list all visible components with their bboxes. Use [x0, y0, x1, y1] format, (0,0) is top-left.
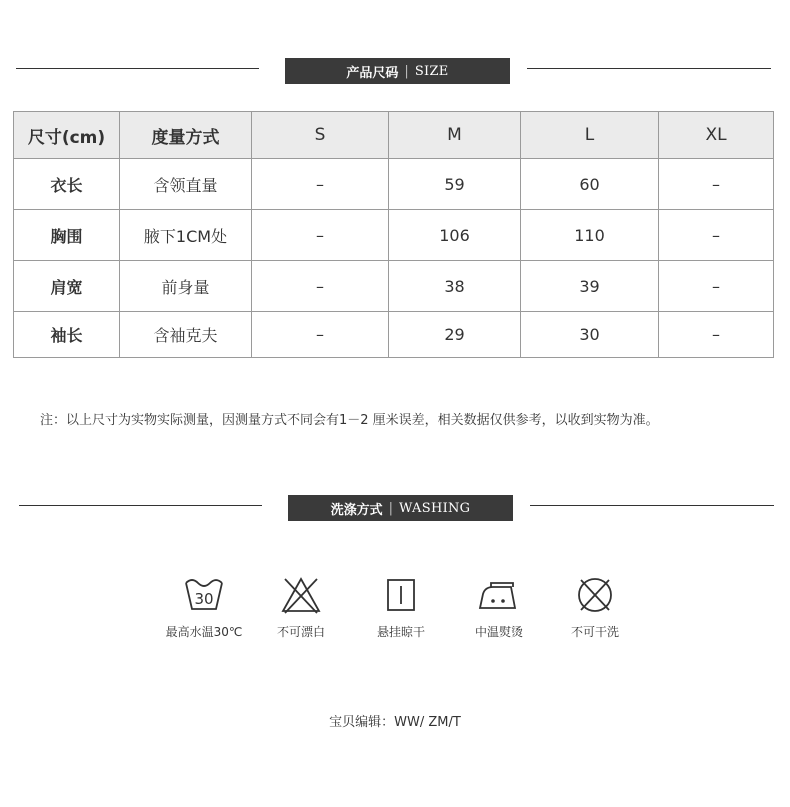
row-method: 前身量 [120, 261, 252, 312]
care-item-no-bleach [256, 575, 346, 640]
care-item-hang-dry [356, 575, 446, 640]
cell-s: – [252, 261, 389, 312]
cell-m: 29 [389, 312, 521, 358]
row-method: 含袖克夫 [120, 312, 252, 358]
header-xl: XL [659, 112, 774, 159]
cell-l: 39 [521, 261, 659, 312]
cell-l: 30 [521, 312, 659, 358]
header-l: L [521, 112, 659, 159]
size-divider-right [527, 68, 771, 69]
no-bleach-icon [279, 575, 323, 615]
washing-divider-left [19, 505, 262, 506]
care-label: 悬挂晾干 [376, 625, 425, 639]
table-row [14, 261, 774, 312]
cell-s: – [252, 210, 389, 261]
washing-title-separator: | [388, 500, 394, 516]
cell-m: 106 [389, 210, 521, 261]
wash-temperature-number: 30 [194, 590, 214, 608]
editor-credit: 宝贝编辑：WW/ ZM/T [329, 715, 461, 730]
no-dry-clean-icon [573, 575, 617, 615]
size-title-cn: 产品尺码 [346, 65, 399, 81]
header-s: S [252, 112, 389, 159]
wash-30-icon [182, 575, 226, 615]
cell-xl: – [659, 159, 774, 210]
hang-dry-icon [379, 575, 423, 615]
cell-xl: – [659, 312, 774, 358]
table-header-row [14, 112, 774, 159]
care-item-wash-30 [159, 575, 249, 640]
size-divider-left [16, 68, 259, 69]
table-row [14, 312, 774, 358]
washing-banner [288, 495, 513, 521]
header-method: 度量方式 [120, 112, 252, 159]
cell-l: 110 [521, 210, 659, 261]
cell-m: 38 [389, 261, 521, 312]
size-title-en: SIZE [414, 63, 449, 79]
care-label: 不可干洗 [570, 625, 619, 639]
cell-l: 60 [521, 159, 659, 210]
row-label: 肩宽 [14, 261, 120, 312]
care-label: 最高水温30℃ [165, 625, 243, 639]
header-m: M [389, 112, 521, 159]
measurement-note: 注：以上尺寸为实物实际测量，因测量方式不同会有1－2 厘米误差，相关数据仅供参考，以收到实物为准。 [40, 413, 659, 428]
washing-title-en: WASHING [399, 500, 471, 516]
table-row [14, 159, 774, 210]
table-row [14, 210, 774, 261]
iron-medium-icon [477, 575, 521, 615]
row-method: 含领直量 [120, 159, 252, 210]
size-table [13, 111, 774, 358]
care-item-iron-medium [454, 575, 544, 640]
header-size-cm: 尺寸(cm) [14, 112, 120, 159]
washing-title-cn: 洗涤方式 [330, 502, 383, 518]
care-item-no-dry-clean [550, 575, 640, 640]
row-label: 胸围 [14, 210, 120, 261]
row-label: 衣长 [14, 159, 120, 210]
cell-m: 59 [389, 159, 521, 210]
row-method: 腋下1CM处 [120, 210, 252, 261]
cell-xl: – [659, 261, 774, 312]
washing-divider-right [530, 505, 774, 506]
cell-s: – [252, 159, 389, 210]
size-title-separator: | [404, 63, 409, 79]
cell-s: – [252, 312, 389, 358]
cell-xl: – [659, 210, 774, 261]
care-label: 不可漂白 [276, 625, 325, 639]
row-label: 袖长 [14, 312, 120, 358]
size-banner [285, 58, 510, 84]
care-label: 中温熨烫 [474, 625, 523, 639]
